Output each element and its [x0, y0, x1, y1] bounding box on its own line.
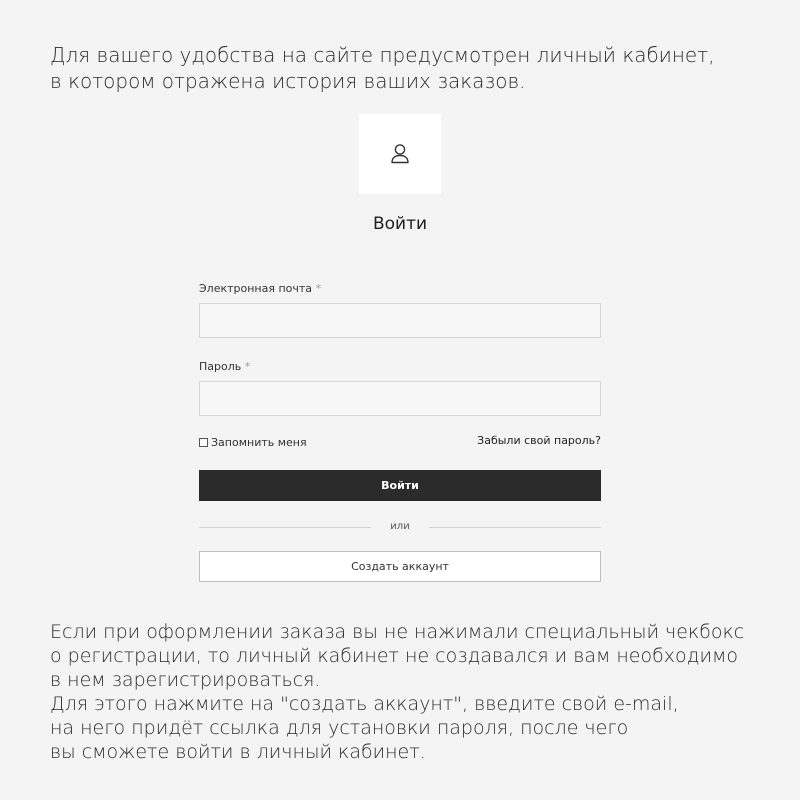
email-required-mark: *: [315, 282, 322, 295]
intro-text: [50, 42, 770, 94]
login-button[interactable]: Войти: [199, 470, 601, 501]
login-title: Войти: [372, 214, 428, 234]
outro-text: [50, 620, 770, 764]
password-label: [199, 360, 250, 374]
create-account-button[interactable]: Создать аккаунт: [199, 551, 601, 582]
forgot-password-link[interactable]: Забыли свой пароль?: [477, 434, 601, 447]
divider-line-right: [429, 527, 601, 528]
remember-me-label: Запомнить меня: [211, 436, 307, 449]
password-field[interactable]: [199, 381, 601, 416]
email-field[interactable]: [199, 303, 601, 338]
user-icon: [390, 143, 410, 165]
outro-line-1: Если при оформлении заказа вы не нажимали специальный чекбокс: [50, 621, 745, 643]
checkbox-box[interactable]: [199, 438, 208, 447]
intro-line-1: Для вашего удобства на сайте предусмотрен личный кабинет,: [50, 43, 715, 67]
email-label-text: Электронная почта: [199, 282, 313, 295]
password-required-mark: *: [244, 360, 251, 373]
outro-line-4: Для этого нажмите на "создать аккаунт", введите свой e-mail,: [50, 693, 679, 715]
email-label: [199, 282, 321, 296]
outro-line-6: вы сможете войти в личный кабинет.: [50, 741, 426, 763]
or-label: или: [390, 521, 410, 532]
remember-row: [199, 434, 601, 452]
outro-line-3: в нем зарегистрироваться.: [50, 669, 321, 691]
remember-me-checkbox[interactable]: [199, 436, 307, 449]
outro-line-5: на него придёт ссылка для установки пароля, после чего: [50, 717, 629, 739]
avatar: [359, 114, 441, 194]
outro-line-2: о регистрации, то личный кабинет не создавался и вам необходимо: [50, 645, 738, 667]
or-divider: [199, 520, 601, 534]
password-label-text: Пароль: [199, 360, 242, 373]
intro-line-2: в котором отражена история ваших заказов.: [50, 69, 526, 93]
